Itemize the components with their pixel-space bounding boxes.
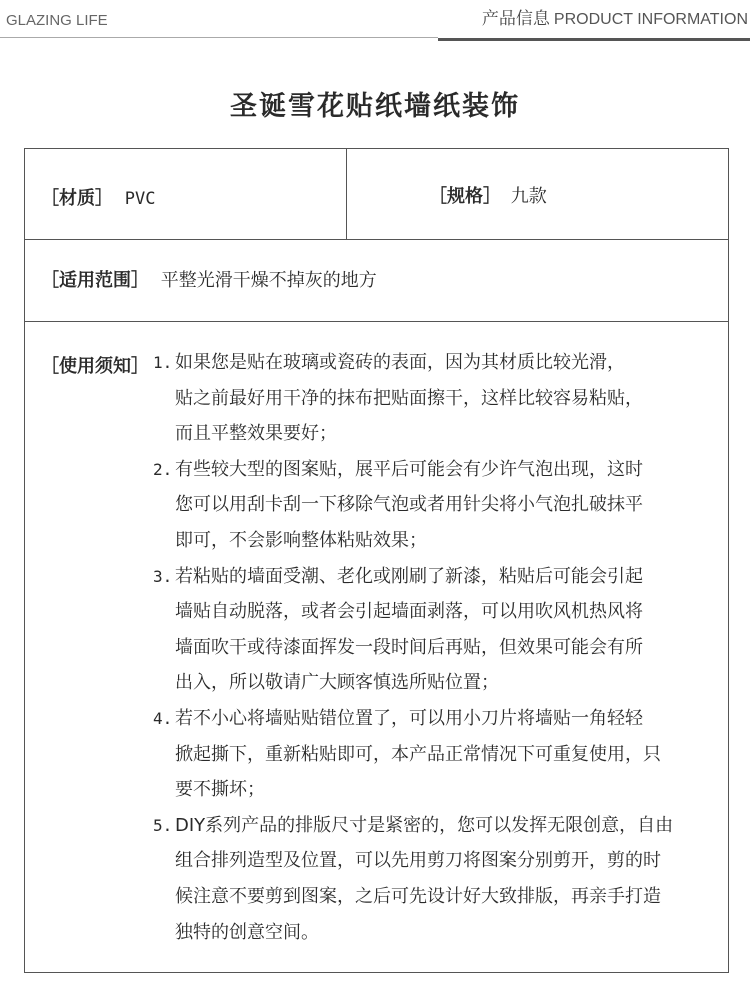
- list-item: [153, 808, 723, 950]
- note-number: 1.: [153, 353, 173, 372]
- note-number: 2.: [153, 459, 173, 479]
- section-title-en: PRODUCT INFORMATION: [553, 11, 748, 28]
- brand-name: GLAZING LIFE: [6, 12, 108, 29]
- note-line: 而且平整效果要好；: [175, 423, 337, 445]
- column-divider: [346, 149, 347, 240]
- scope-field: [41, 266, 377, 292]
- note-line: 组合排列造型及位置，可以先用剪刀将图案分别剪开，剪的时: [175, 850, 661, 872]
- spec-field: [429, 182, 547, 208]
- material-label: ［材质］: [41, 188, 113, 209]
- note-line: 掀起撕下，重新粘贴即可，本产品正常情况下可重复使用，只: [175, 743, 661, 765]
- section-title-cn: 产品信息: [481, 9, 550, 29]
- scope-label: ［适用范围］: [41, 270, 149, 291]
- material-value: PVC: [124, 189, 156, 209]
- note-line: 若粘贴的墙面受潮、老化或刚刷了新漆，粘贴后可能会引起: [175, 565, 643, 587]
- note-line: 墙面吹干或待漆面挥发一段时间后再贴，但效果可能会有所: [175, 636, 643, 658]
- note-line: 即可，不会影响整体粘贴效果；: [175, 529, 427, 551]
- note-line: 出入，所以敬请广大顾客慎选所贴位置；: [175, 672, 499, 694]
- scope-value: 平整光滑干燥不掉灰的地方: [160, 270, 377, 291]
- note-line: 若不小心将墙贴贴错位置了，可以用小刀片将墙贴一角轻轻: [175, 707, 643, 729]
- notes-list: [153, 345, 723, 950]
- section-header: [482, 4, 748, 29]
- note-line: 独特的创意空间。: [175, 921, 319, 943]
- note-line: 贴之前最好用干净的抹布把贴面擦干，这样比较容易粘贴，: [175, 387, 643, 409]
- note-line: 如果您是贴在玻璃或瓷砖的表面，因为其材质比较光滑，: [175, 352, 625, 373]
- list-item: [153, 701, 723, 808]
- header-divider: [0, 37, 438, 38]
- note-line: 墙贴自动脱落，或者会引起墙面剥落，可以用吹风机热风将: [175, 601, 643, 623]
- list-item: [153, 345, 723, 452]
- spec-label: ［规格］: [429, 186, 501, 207]
- header-accent-bar: [438, 38, 750, 41]
- notes-row: [25, 322, 728, 972]
- list-item: [153, 452, 723, 559]
- material-field: [41, 184, 155, 210]
- note-line: 有些较大型的图案贴，展平后可能会有少许气泡出现，这时: [175, 458, 643, 480]
- note-number: 3.: [153, 566, 173, 586]
- note-line: 候注意不要剪到图案，之后可先设计好大致排版，再亲手打造: [175, 885, 661, 907]
- scope-row: [25, 240, 728, 322]
- spec-row: [25, 149, 728, 240]
- page-title: 圣诞雪花贴纸墙纸装饰: [230, 91, 520, 122]
- notes-label: ［使用须知］: [41, 356, 149, 377]
- note-number: 4.: [153, 708, 173, 728]
- list-item: [153, 559, 723, 701]
- spec-value: 九款: [510, 186, 547, 207]
- note-line: 您可以用刮卡刮一下移除气泡或者用针尖将小气泡扎破抹平: [175, 494, 643, 516]
- product-info-table: [24, 148, 729, 973]
- note-line: DIY系列产品的排版尺寸是紧密的，您可以发挥无限创意，自由: [175, 814, 674, 836]
- note-number: 5.: [153, 815, 173, 835]
- note-line: 要不撕坏；: [175, 779, 265, 801]
